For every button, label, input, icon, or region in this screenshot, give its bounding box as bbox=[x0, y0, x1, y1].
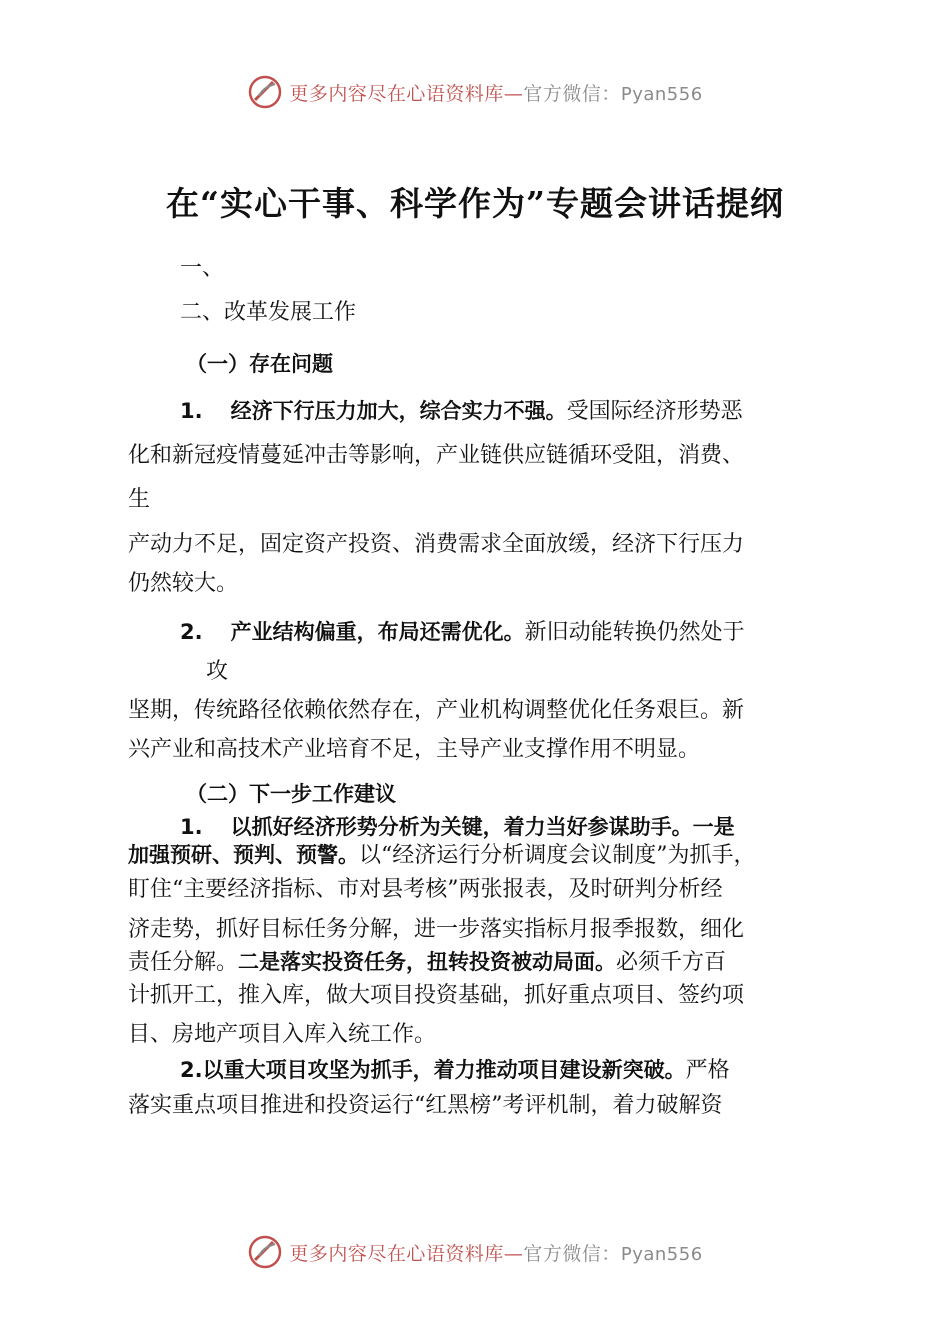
bold-lead: 二是落实投资任务，扭转投资被动局面。 bbox=[238, 950, 617, 974]
bold-lead: 以重大项目攻坚为抓手，着力推动项目建设新突破。 bbox=[202, 1058, 686, 1082]
watermark-text: 更多内容尽在心语资料库—官方微信：Pyan556 bbox=[289, 1242, 703, 1265]
paragraph-line: 计抓开工，推入库，做大项目投资基础，抓好重点项目、签约项 bbox=[128, 983, 745, 1008]
watermark-logo-icon bbox=[247, 1234, 283, 1270]
paragraph-line: 盯住“主要经济指标、市对县考核”两张报表，及时研判分析经 bbox=[128, 877, 723, 902]
watermark-logo-icon bbox=[247, 74, 283, 110]
item-number: 2. bbox=[180, 1058, 203, 1082]
subsection-suggestions-heading: （二）下一步工作建议 bbox=[186, 782, 396, 806]
watermark-footer bbox=[0, 1232, 950, 1272]
item-number: 2. bbox=[180, 620, 203, 644]
paragraph-line: 加强预研、预判、预警。以“经济运行分析调度会议制度”为抓手， bbox=[128, 843, 756, 868]
paragraph-line: 攻 bbox=[206, 659, 229, 684]
bold-lead: 以抓好经济形势分析为关键，着力当好参谋助手。一是 bbox=[230, 815, 735, 839]
paragraph-line bbox=[180, 813, 735, 842]
paragraph-line: 化和新冠疫情蔓延冲击等影响，产业链供应链循环受阻，消费、 bbox=[128, 443, 745, 468]
paragraph-line: 落实重点项目推进和投资运行“红黑榜”考评机制，着力破解资 bbox=[128, 1093, 723, 1118]
paragraph-line: 产动力不足，固定资产投资、消费需求全面放缓，经济下行压力 bbox=[128, 532, 745, 557]
section-two-heading: 二、改革发展工作 bbox=[180, 300, 357, 325]
watermark-header bbox=[0, 72, 950, 112]
item-number: 1. bbox=[180, 815, 203, 839]
paragraph-line: 2. 产业结构偏重，布局还需优化。新旧动能转换仍然处于 bbox=[180, 620, 745, 645]
paragraph-line: 仍然较大。 bbox=[128, 571, 239, 596]
subsection-problems-heading: （一）存在问题 bbox=[186, 352, 333, 376]
bold-lead: 经济下行压力加大，综合实力不强。 bbox=[230, 399, 567, 423]
paragraph-line: 目、房地产项目入库入统工作。 bbox=[128, 1022, 437, 1047]
paragraph-line: 生 bbox=[128, 487, 151, 512]
paragraph-line: 兴产业和高技术产业培育不足，主导产业支撑作用不明显。 bbox=[128, 737, 701, 762]
paragraph-line: 责任分解。二是落实投资任务，扭转投资被动局面。必须千方百 bbox=[128, 950, 727, 975]
paragraph-line: 济走势，抓好目标任务分解，进一步落实指标月报季报数，细化 bbox=[128, 917, 745, 942]
paragraph-line: 2.以重大项目攻坚为抓手，着力推动项目建设新突破。严格 bbox=[180, 1058, 730, 1083]
bold-lead: 加强预研、预判、预警。 bbox=[128, 843, 359, 867]
bold-lead: 产业结构偏重，布局还需优化。 bbox=[230, 620, 525, 644]
item-number: 1. bbox=[180, 399, 203, 423]
section-one-heading: 一、 bbox=[180, 256, 225, 281]
paragraph-line: 坚期，传统路径依赖依然存在，产业机构调整优化任务艰巨。新 bbox=[128, 698, 745, 723]
document-title: 在“实心干事、科学作为”专题会讲话提纲 bbox=[166, 184, 784, 223]
paragraph-line: 1. 经济下行压力加大，综合实力不强。受国际经济形势恶 bbox=[180, 399, 743, 424]
watermark-text: 更多内容尽在心语资料库—官方微信：Pyan556 bbox=[289, 82, 703, 105]
